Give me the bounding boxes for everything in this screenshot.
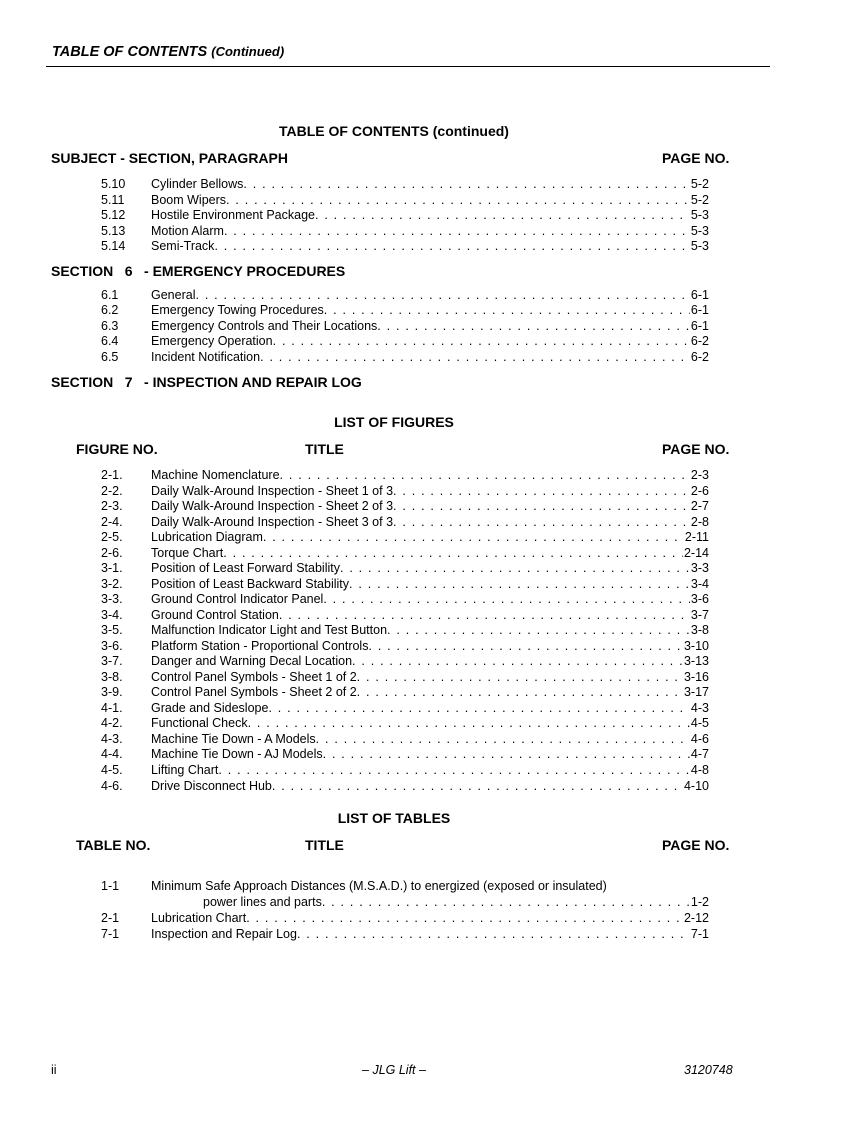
entry-title: Emergency Controls and Their Locations xyxy=(151,319,378,333)
entry-title: Position of Least Forward Stability xyxy=(151,561,340,575)
figure-entry[interactable] xyxy=(101,779,709,794)
leader-dots xyxy=(323,747,690,762)
figures-page-header: PAGE NO. xyxy=(662,441,730,457)
entry-title: Machine Tie Down - AJ Models xyxy=(151,747,323,761)
entry-page: 3-3 xyxy=(690,561,709,575)
section-label: SECTION xyxy=(51,263,114,279)
entry-page: 2-6 xyxy=(690,483,709,498)
entry-number: 4-2. xyxy=(101,716,123,730)
figure-entry[interactable] xyxy=(101,747,709,762)
leader-dots xyxy=(352,654,683,669)
entry-number: 2-2. xyxy=(101,483,123,498)
leader-dots xyxy=(387,623,690,638)
entry-title: Lifting Chart xyxy=(151,763,219,777)
entry-page: 6-1 xyxy=(690,303,709,317)
entry-page: 3-7 xyxy=(690,607,709,622)
leader-dots xyxy=(226,193,690,208)
table-entry[interactable] xyxy=(101,911,709,926)
entry-number: 5.11 xyxy=(101,193,125,207)
entry-title: General xyxy=(151,288,196,302)
leader-dots xyxy=(243,177,690,192)
entry-number: 6.5 xyxy=(101,350,119,364)
leader-dots xyxy=(214,239,689,254)
figure-entry[interactable] xyxy=(101,732,709,747)
leader-dots xyxy=(279,608,690,623)
figures-title: LIST OF FIGURES xyxy=(334,414,454,430)
entry-title: Ground Control Indicator Panel xyxy=(151,592,324,606)
section-title: - EMERGENCY PROCEDURES xyxy=(144,263,346,279)
entry-number: 6.3 xyxy=(101,319,119,333)
entry-number: 3-3. xyxy=(101,592,123,606)
entry-page: 6-1 xyxy=(690,288,709,302)
leader-dots xyxy=(316,732,690,747)
entry-number: 2-5. xyxy=(101,530,123,544)
leader-dots xyxy=(377,319,690,334)
entry-number: 4-1. xyxy=(101,700,123,715)
entry-title: Boom Wipers xyxy=(151,193,227,207)
entry-number: 3-7. xyxy=(101,654,123,668)
figure-entry[interactable] xyxy=(101,716,709,731)
figure-entry[interactable] xyxy=(101,561,709,576)
entry-page: 3-10 xyxy=(683,638,709,653)
entry-title: Inspection and Repair Log xyxy=(151,927,297,941)
entry-page: 4-7 xyxy=(690,747,709,761)
entry-number: 6.2 xyxy=(101,303,119,317)
entry-page: 6-2 xyxy=(690,334,709,348)
toc-title: TABLE OF CONTENTS (continued) xyxy=(279,123,509,139)
leader-dots xyxy=(260,350,690,365)
entry-page: 3-4 xyxy=(690,576,709,591)
figure-entry[interactable] xyxy=(101,685,709,700)
entry-page: 4-3 xyxy=(690,700,709,715)
section-number: 7 xyxy=(124,374,133,390)
entry-number: 3-9. xyxy=(101,685,123,699)
entry-page: 6-2 xyxy=(690,350,709,364)
leader-dots xyxy=(340,561,690,576)
entry-page: 5-3 xyxy=(690,224,709,238)
entry-title: Platform Station - Proportional Controls xyxy=(151,638,369,653)
entry-title: Ground Control Station xyxy=(151,607,279,622)
figure-entry[interactable] xyxy=(101,763,709,778)
entry-page: 6-1 xyxy=(690,319,709,333)
entry-title: Cylinder Bellows xyxy=(151,177,244,191)
toc-subject-header: SUBJECT - SECTION, PARAGRAPH xyxy=(51,150,288,166)
entry-number: 3-1. xyxy=(101,561,123,575)
entry-title: Functional Check xyxy=(151,716,248,730)
entry-page: 3-17 xyxy=(683,685,709,699)
entry-page: 3-13 xyxy=(683,654,709,668)
tables-no-header: TABLE NO. xyxy=(76,837,151,853)
figure-entry[interactable] xyxy=(101,608,709,623)
entry-page: 4-8 xyxy=(690,763,709,777)
figure-entry[interactable] xyxy=(101,468,709,483)
entry-title: Position of Least Backward Stability xyxy=(151,576,350,591)
leader-dots xyxy=(357,685,683,700)
entry-page: 5-2 xyxy=(690,193,709,207)
entry-page: 2-8 xyxy=(690,514,709,529)
tables-title-header: TITLE xyxy=(305,837,344,853)
leader-dots xyxy=(272,779,683,794)
toc-page-header: PAGE NO. xyxy=(662,150,730,166)
entry-title: Machine Nomenclature xyxy=(151,468,280,482)
header-rule xyxy=(46,66,770,67)
entry-title: Emergency Operation xyxy=(151,334,273,348)
entry-page: 5-2 xyxy=(690,177,709,191)
leader-dots xyxy=(357,670,683,685)
entry-title: Machine Tie Down - A Models xyxy=(151,731,316,746)
toc-entry[interactable] xyxy=(101,224,709,239)
page-header-title: TABLE OF CONTENTS xyxy=(52,44,208,60)
entry-title: Lubrication Diagram xyxy=(151,530,263,544)
entry-title: Control Panel Symbols - Sheet 2 of 2 xyxy=(151,685,357,699)
entry-number: 5.10 xyxy=(101,177,126,191)
entry-title: Malfunction Indicator Light and Test Button xyxy=(151,623,388,637)
entry-page: 2-7 xyxy=(690,499,709,513)
entry-number: 4-6. xyxy=(101,779,123,793)
entry-number: 2-1. xyxy=(101,468,123,482)
figure-entry[interactable] xyxy=(101,546,709,561)
figure-entry[interactable] xyxy=(101,701,709,716)
entry-title: Drive Disconnect Hub xyxy=(151,779,272,793)
figure-entry[interactable] xyxy=(101,530,709,545)
toc-entry[interactable] xyxy=(101,208,709,223)
entry-number: 3-6. xyxy=(101,638,123,653)
leader-dots xyxy=(393,484,690,499)
figure-entry[interactable] xyxy=(101,623,709,638)
entry-title: Emergency Towing Procedures xyxy=(151,303,324,317)
entry-number: 6.1 xyxy=(101,288,119,302)
entry-page: 5-3 xyxy=(690,239,709,253)
leader-dots xyxy=(263,530,684,545)
entry-page: 5-3 xyxy=(690,208,709,222)
entry-page: 2-12 xyxy=(683,911,709,925)
section-number: 6 xyxy=(124,263,133,279)
toc-entry[interactable] xyxy=(101,350,709,365)
entry-page: 1-2 xyxy=(690,895,709,909)
figure-entry[interactable] xyxy=(101,592,709,607)
figure-entry[interactable] xyxy=(101,639,709,654)
leader-dots xyxy=(218,763,690,778)
entry-number: 3-2. xyxy=(101,576,123,591)
leader-dots xyxy=(393,499,690,514)
footer-page-number: ii xyxy=(51,1063,57,1077)
page-header xyxy=(52,44,284,60)
entry-number: 2-6. xyxy=(101,545,123,560)
leader-dots xyxy=(268,701,689,716)
leader-dots xyxy=(315,208,690,223)
leader-dots xyxy=(368,639,683,654)
section-label: SECTION xyxy=(51,374,114,390)
page-header-continued: (Continued) xyxy=(211,44,285,59)
leader-dots xyxy=(322,895,690,910)
toc-entry[interactable] xyxy=(101,193,709,208)
leader-dots xyxy=(349,577,690,592)
entry-title: Daily Walk-Around Inspection - Sheet 1 of 3 xyxy=(151,483,394,498)
entry-title: Lubrication Chart xyxy=(151,911,247,925)
footer-doc-number: 3120748 xyxy=(684,1063,733,1077)
leader-dots xyxy=(323,592,690,607)
toc-entry[interactable] xyxy=(101,288,709,303)
footer-brand: – JLG Lift – xyxy=(362,1063,426,1077)
entry-continuation xyxy=(101,895,709,910)
entry-page: 3-16 xyxy=(683,669,709,684)
entry-title: Semi-Track xyxy=(151,239,215,253)
leader-dots xyxy=(273,334,690,349)
entry-page: 4-10 xyxy=(683,779,709,793)
toc-entry[interactable] xyxy=(101,303,709,318)
figure-entry[interactable] xyxy=(101,577,709,592)
leader-dots xyxy=(248,716,690,731)
section-title: - INSPECTION AND REPAIR LOG xyxy=(144,374,362,390)
figure-entry[interactable] xyxy=(101,515,709,530)
entry-title: Danger and Warning Decal Location xyxy=(151,654,353,668)
entry-title: Control Panel Symbols - Sheet 1 of 2 xyxy=(151,669,357,684)
leader-dots xyxy=(246,911,683,926)
figure-entry[interactable] xyxy=(101,499,709,514)
entry-page: 4-5 xyxy=(690,716,709,730)
figure-entry[interactable] xyxy=(101,670,709,685)
entry-page: 7-1 xyxy=(690,927,709,941)
entry-title-line1: Minimum Safe Approach Distances (M.S.A.D.) to energized (exposed or insulated) xyxy=(151,879,607,893)
figure-entry[interactable] xyxy=(101,654,709,669)
entry-number: 2-4. xyxy=(101,514,123,529)
figures-no-header: FIGURE NO. xyxy=(76,441,158,457)
entry-title: Torque Chart xyxy=(151,545,224,560)
leader-dots xyxy=(195,288,689,303)
entry-page: 2-11 xyxy=(684,530,709,544)
entry-number: 3-4. xyxy=(101,607,123,622)
entry-number: 5.13 xyxy=(101,224,126,238)
entry-page: 2-14 xyxy=(683,545,709,560)
entry-number: 3-8. xyxy=(101,669,123,684)
entry-number: 4-3. xyxy=(101,731,123,746)
entry-title-line2: power lines and parts xyxy=(203,895,322,909)
leader-dots xyxy=(280,468,690,483)
entry-page: 2-3 xyxy=(690,468,709,482)
entry-title: Daily Walk-Around Inspection - Sheet 2 of 3 xyxy=(151,499,394,513)
entry-title: Daily Walk-Around Inspection - Sheet 3 of 3 xyxy=(151,514,394,529)
entry-number: 2-1 xyxy=(101,911,120,925)
toc-entry[interactable] xyxy=(101,177,709,192)
toc-entry[interactable] xyxy=(101,334,709,349)
leader-dots xyxy=(324,303,690,318)
entry-page: 3-6 xyxy=(690,592,709,606)
figure-entry[interactable] xyxy=(101,484,709,499)
leader-dots xyxy=(224,224,690,239)
tables-page-header: PAGE NO. xyxy=(662,837,730,853)
section-6-heading[interactable] xyxy=(51,263,345,279)
leader-dots xyxy=(223,546,683,561)
table-entry[interactable] xyxy=(101,927,709,942)
entry-number: 1-1 xyxy=(101,879,120,893)
entry-number: 5.12 xyxy=(101,208,126,222)
entry-page: 4-6 xyxy=(690,731,709,746)
toc-entry[interactable] xyxy=(101,239,709,254)
entry-number: 6.4 xyxy=(101,334,119,348)
entry-number: 7-1 xyxy=(101,927,120,941)
tables-title: LIST OF TABLES xyxy=(337,810,451,826)
leader-dots xyxy=(297,927,690,942)
entry-number: 3-5. xyxy=(101,623,123,637)
entry-page: 3-8 xyxy=(690,623,709,637)
entry-number: 4-5. xyxy=(101,763,123,777)
toc-entry[interactable] xyxy=(101,319,709,334)
entry-title: Motion Alarm xyxy=(151,224,224,238)
entry-number: 4-4. xyxy=(101,747,123,761)
leader-dots xyxy=(393,515,690,530)
entry-number: 5.14 xyxy=(101,239,126,253)
figures-title-header: TITLE xyxy=(305,441,344,457)
entry-title: Incident Notification xyxy=(151,350,261,364)
entry-title: Grade and Sideslope xyxy=(151,700,269,715)
entry-number: 2-3. xyxy=(101,499,123,513)
section-7-heading[interactable] xyxy=(51,374,362,390)
entry-title: Hostile Environment Package xyxy=(151,208,315,222)
